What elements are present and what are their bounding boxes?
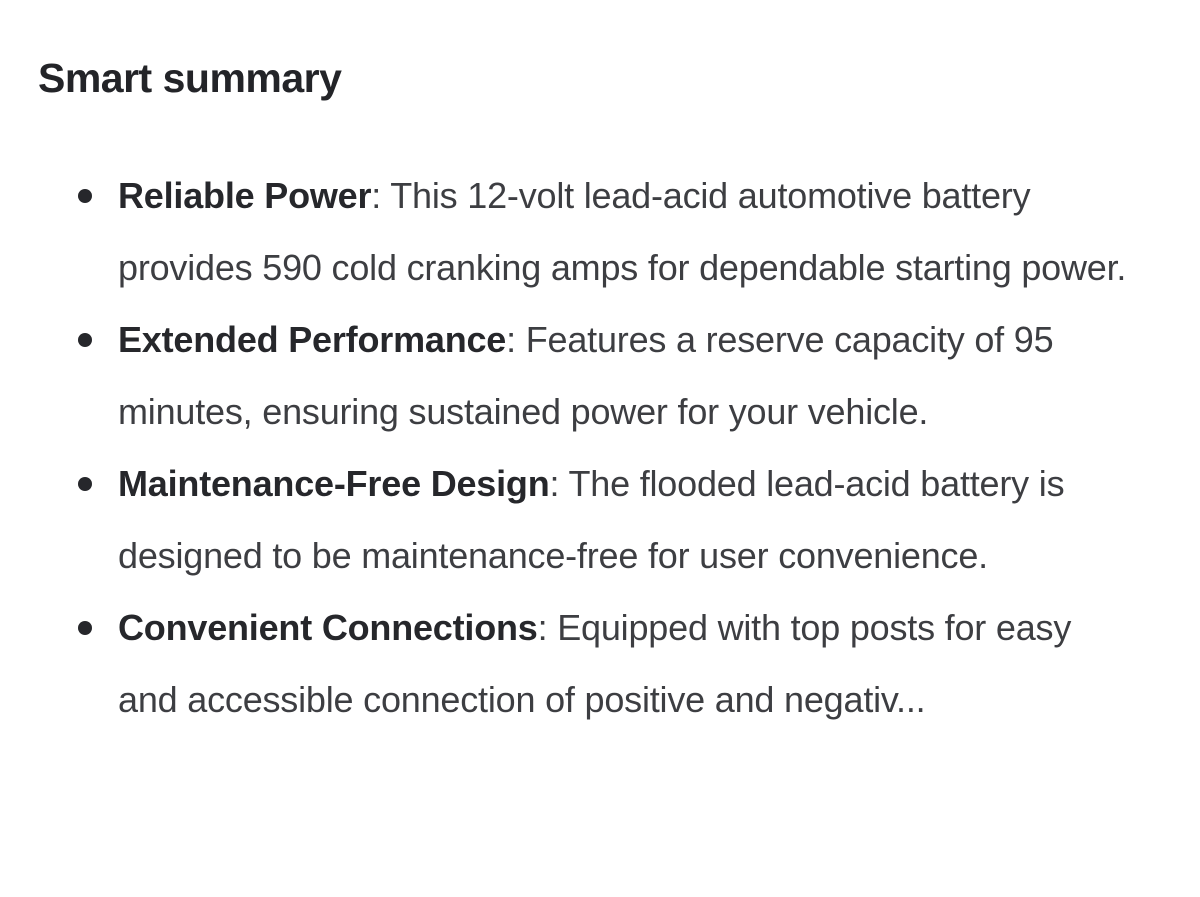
summary-list (0, 160, 1160, 736)
bullet-icon (78, 621, 92, 635)
item-label: Extended Performance (118, 319, 507, 360)
summary-item (0, 160, 1138, 304)
item-text: : Equipped with top posts for easy and accessible connection of positive and negativ... (118, 607, 1072, 720)
item-text: : The flooded lead-acid battery is designed to be maintenance-free for user convenience. (118, 463, 1065, 576)
summary-item (0, 592, 1138, 736)
page-title: Smart summary (38, 55, 342, 101)
summary-item (0, 448, 1138, 592)
bullet-icon (78, 189, 92, 203)
summary-item (0, 304, 1138, 448)
item-label: Reliable Power (118, 175, 372, 216)
item-text: : Features a reserve capacity of 95 minutes, ensuring sustained power for your vehicle. (118, 319, 1054, 432)
item-label: Maintenance-Free Design (118, 463, 550, 504)
bullet-icon (78, 333, 92, 347)
item-text: : This 12-volt lead-acid automotive battery provides 590 cold cranking amps for dependable starting power. (118, 175, 1127, 288)
bullet-icon (78, 477, 92, 491)
item-label: Convenient Connections (118, 607, 538, 648)
